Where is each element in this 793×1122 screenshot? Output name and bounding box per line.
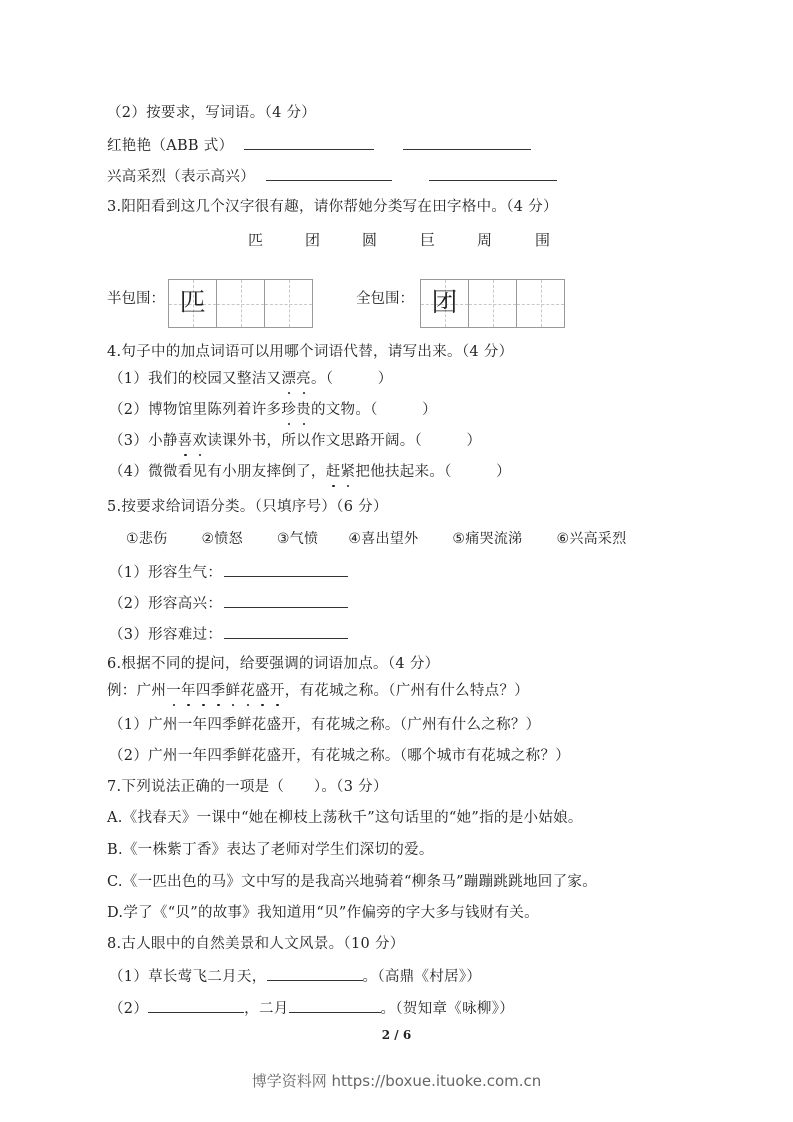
q7-option-a[interactable]: A.《找春天》一课中“她在柳枝上荡秋千”这句话里的“她”指的是小姑娘。 [107,810,583,826]
dotted-char: 赶 [325,464,341,480]
dotted-char: 亮 [296,371,311,387]
char-item: 围 [535,231,551,249]
q6-example-text: 例：广州 [107,683,167,699]
q5-item [109,624,348,645]
char-item: 团 [305,231,321,249]
full-enclosure-grid[interactable] [420,279,565,328]
answer-blank[interactable] [403,135,531,150]
q6-item: （1）广州一年四季鲜花盛开，有花城之称。（广州有什么之称？） [109,717,541,733]
q5-option: ②愤怒 [201,531,243,547]
dotted-char: 四 [195,683,211,699]
q5-item-label: （3）形容难过： [109,627,223,643]
q5-option: ③气愤 [276,531,319,547]
dotted-char: 花 [240,683,256,699]
half-enclosure-grid[interactable] [168,279,313,328]
q4-item-answer[interactable]: 。（ ） [310,371,393,387]
q4-item [109,400,437,420]
q5-options [126,529,627,549]
dotted-char: 一 [166,683,182,699]
q8-item-text: 。（贺知章《咏柳》） [380,1001,515,1017]
grid-example-char: 匹 [179,288,206,318]
grid-cell[interactable] [169,280,217,327]
char-item: 巨 [420,231,436,249]
q5-title: 5.按要求给词语分类。（只填序号）（6 分） [107,499,388,515]
grid-example-char: 团 [431,288,458,318]
answer-blank[interactable] [148,998,244,1013]
q7-title: 7.下列说法正确的一项是（ ）。（3 分） [107,779,388,795]
dotted-char: 欢 [192,433,208,449]
q2-row-1 [107,135,531,156]
q6-title: 6.根据不同的提问，给要强调的词语加点。（4 分） [107,656,440,672]
q4-item [109,369,393,389]
answer-blank[interactable] [266,166,392,181]
dotted-char: 贵 [296,402,311,418]
q5-option: ⑥兴高采烈 [556,531,627,547]
dotted-char: 鲜 [225,683,241,699]
q6-example-text: ，有花城之称。（广州有什么特点？） [284,683,530,699]
q2-row2-label: 兴高采烈（表示高兴） [107,169,255,185]
dotted-char: 季 [210,683,226,699]
q8-title: 8.古人眼中的自然美景和人文风景。（10 分） [107,936,405,952]
grid-cell[interactable] [469,280,517,327]
grid-cell[interactable] [421,280,469,327]
dotted-char: 年 [181,683,196,699]
q5-option: ④喜出望外 [348,531,419,547]
q2-sub-title: （2）按要求，写词语。（4 分） [107,105,317,121]
q2-row-2 [107,166,557,187]
answer-blank[interactable] [224,593,348,608]
dotted-char: 紧 [340,464,356,480]
q4-item-answer[interactable]: 把他扶起来。（ ） [355,464,511,480]
q5-item-label: （1）形容生气： [109,565,223,581]
dotted-char: 漂 [281,371,297,387]
q8-item-text: （1）草长莺飞二月天， [109,969,267,985]
q7-option-b[interactable]: B.《一株紫丁香》表达了老师对学生们深切的爱。 [107,842,434,858]
q4-item-answer[interactable]: 的文物。（ ） [310,402,437,418]
q6-example [107,681,529,701]
q4-item-text: （4）微微看见有小朋友摔倒了， [109,464,326,480]
q8-item-text: 。（高鼎《村居》） [362,969,482,985]
dotted-char: 珍 [281,402,297,418]
answer-blank[interactable] [224,624,348,639]
dotted-char: 喜 [177,433,193,449]
q4-title: 4.句子中的加点词语可以用哪个词语代替，请写出来。（4 分） [107,344,514,360]
answer-blank[interactable] [289,998,381,1013]
q4-item-text: （1）我们的校园又整洁又 [109,371,282,387]
dotted-char: 盛 [255,683,270,699]
full-enclosure-label: 全包围： [356,291,414,307]
grid-cell[interactable] [517,280,565,327]
watermark: 博学资料网 https://boxue.ituoke.com.cn [251,1072,542,1090]
char-item: 匹 [248,231,264,249]
q5-item-label: （2）形容高兴： [109,596,223,612]
dotted-char: 开 [269,683,285,699]
q4-item [109,431,481,451]
page-number: 2 / 6 [381,1028,412,1042]
q4-item-text: （3）小静 [109,433,178,449]
grid-cell[interactable] [265,280,313,327]
q7-option-c[interactable]: C.《一匹出色的马》文中写的是我高兴地骑着“柳条马”蹦蹦跳跳地回了家。 [107,874,598,890]
q4-item [109,462,511,482]
q5-option: ①悲伤 [126,531,168,547]
q8-item-2 [109,998,514,1019]
q6-item: （2）广州一年四季鲜花盛开，有花城之称。（哪个城市有花城之称？） [109,748,571,764]
q8-item-text: ，二月 [244,1001,289,1017]
q4-item-answer[interactable]: 读课外书，所以作文思路开阔。（ ） [207,433,482,449]
grid-cell[interactable] [217,280,265,327]
q5-item [109,593,348,614]
half-enclosure-label: 半包围： [107,291,165,307]
q3-title: 3.阳阳看到这几个汉字很有趣，请你帮她分类写在田字格中。（4 分） [107,199,558,215]
q7-option-d[interactable]: D.学了《“贝”的故事》我知道用“贝”作偏旁的字大多与钱财有关。 [107,905,539,921]
answer-blank[interactable] [224,562,348,577]
q8-item-text: （2） [109,1001,149,1017]
q2-row1-label: 红艳艳（ABB 式） [107,138,234,154]
answer-blank[interactable] [267,966,363,981]
char-item: 周 [477,231,493,249]
q5-item [109,562,348,583]
char-item: 圆 [362,231,378,249]
q8-item-1 [109,966,481,987]
answer-blank[interactable] [429,166,557,181]
answer-blank[interactable] [244,135,374,150]
q4-item-text: （2）博物馆里陈列着许多 [109,402,282,418]
q5-option: ⑤痛哭流涕 [452,531,523,547]
